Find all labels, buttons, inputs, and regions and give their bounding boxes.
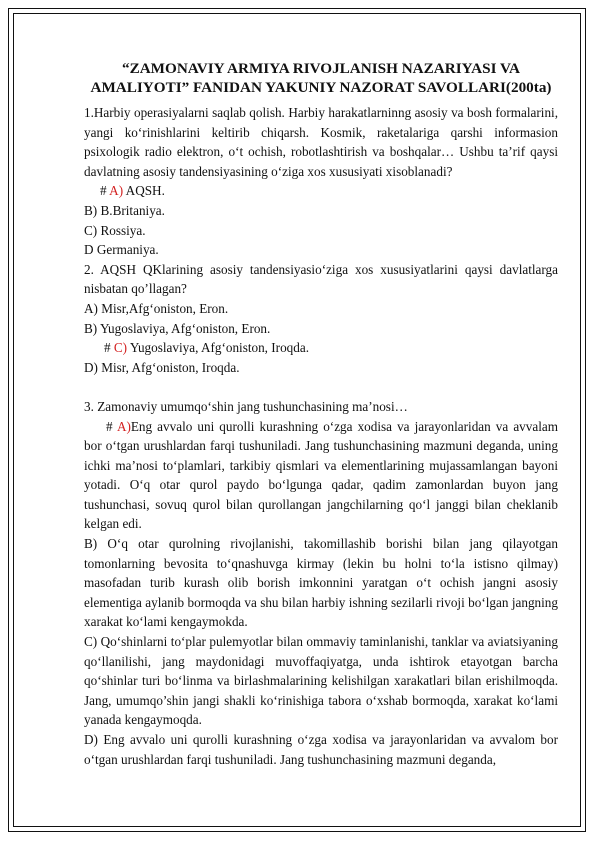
- correct-mark: #: [106, 418, 113, 434]
- option-letter: A): [109, 183, 124, 199]
- question-3-option-d: D) Eng avvalo uni qurolli kurashning o‘zga xodisa va jarayonlaridan va avvalom bor o‘tgan urushlardan farqi tushuniladi. Jang tushunchasining mazmuni deganda,: [84, 732, 558, 767]
- option-text: Eng avvalo uni qurolli kurashning o‘zga xodisa va jarayonlaridan va avvalam bor o‘tgan urushlardan farqi tushuniladi. Jang tushunchasining mazmuni deganda, uning ichki ma’nosi to‘plamlari, tarkibiy qismlari va elementlarining mujassamlangan bayoni yotadi. O‘q otar qurol paydo bo‘lgunga qadar, qadim zamonlardan buyon jang tushunchasi, sovuq qurol bilan qurollangan jangchilarning qo‘l janggi bilan cheklanib kelgan edi.: [84, 418, 558, 532]
- question-1-text: 1.Harbiy operasiyalarni saqlab qolish. Harbiy harakatlarninng asosiy va bosh formalarini, yangi ko‘rinishlarini keltirib chiqarsh. Kosmik, raketalariga qarshi informasion psixologik radio elektron, o‘t ochish, robotlashtirish va boshqalar… Ushbu ta’rif qaysi davlatning asosiy tandensiyasining o‘ziga xos xususiyati xisoblanadi?: [84, 105, 558, 179]
- correct-mark: #: [104, 340, 111, 356]
- question-3-text: 3. Zamonaviy umumqo‘shin jang tushunchasining ma’nosi…: [84, 398, 408, 414]
- option-text: AQSH.: [125, 183, 165, 199]
- option-letter: A): [116, 418, 131, 434]
- question-1-option-b: B) B.Britaniya.: [84, 202, 165, 218]
- question-3-option-a: [84, 417, 558, 535]
- question-1-option-a: [84, 181, 558, 201]
- question-1-option-c: C) Rossiya.: [84, 222, 146, 238]
- question-2-option-b: B) Yugoslaviya, Afg‘oniston, Eron.: [84, 320, 271, 336]
- question-2-text: 2. AQSH QKlarining asosiy tandensiyasio‘ziga xos xususiyatlarini qaysi davlatlarga nisbatan qo’llagan?: [84, 261, 558, 297]
- option-letter: C): [113, 340, 128, 356]
- correct-mark: #: [100, 183, 107, 199]
- question-1-option-d: D Germaniya.: [84, 242, 159, 258]
- document-body: [84, 60, 558, 769]
- paragraph-gap: [84, 377, 558, 397]
- question-2-option-d: D) Misr, Afg‘oniston, Iroqda.: [84, 359, 240, 375]
- question-2-option-c: [84, 338, 558, 358]
- question-3-option-c: C) Qo‘shinlarni to‘plar pulemyotlar bilan ommaviy taminlanishi, tanklar va aviatsiyaning qo‘llanilishi, jang maydonidagi muvoffaqiyatga, unda ishtirok etayotgan barcha qo‘shinlar turi bo‘linma va birlashmalarining kelishilgan xarakatlari bilan erishilmoqda. Jang, umumqo’shin jangi shakli ko‘rinishiga tabora o‘xshab bormoqda, xarakat ko‘lami yanada kengaymoqda.: [84, 634, 558, 728]
- question-3-option-b: B) O‘q otar qurolning rivojlanishi, takomillashib borishi bilan jang qilayotgan tomonlarning bevosita to‘qnashuvga kirmay (lekin bu holni to‘la istisno qilmay) masofadan turib kurash olib borish imkonnini yaratgan o‘t ochish jangni asosiy elementiga aylanib bormoqda va shu bilan harbiy ishning sezilarli rivoji bo‘lgan jangning xarakat ko‘lami kengaymokda.: [84, 536, 558, 630]
- document-title: “ZAMONAVIY ARMIYA RIVOJLANISH NAZARIYASI VA AMALIYOTI” FANIDAN YAKUNIY NAZORAT SAVOLLARI(200ta): [90, 60, 552, 96]
- question-2-option-a: A) Misr,Afg‘oniston, Eron.: [84, 300, 229, 316]
- option-text: Yugoslaviya, Afg‘oniston, Iroqda.: [129, 340, 309, 356]
